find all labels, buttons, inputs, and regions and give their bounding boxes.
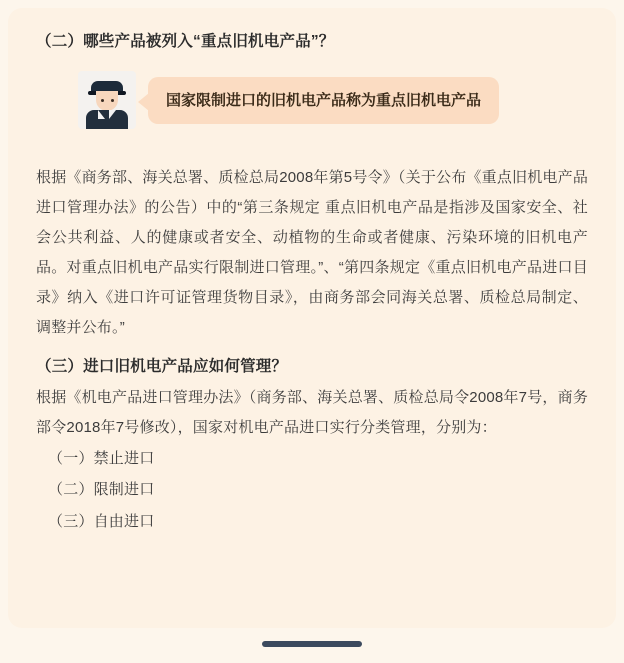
content-card [8,8,616,628]
officer-avatar-icon [78,71,136,129]
question-two-body: 根据《商务部、海关总署、质检总局2008年第5号令》（关于公布《重点旧机电产品进口管理办法》的公告）中的“第三条规定 重点旧机电产品是指涉及国家安全、社会公共利益、人的健康或者安全、动植物的生命或者健康、污染环境的旧机电产品。对重点旧机电产品实行限制进口管理。”、“第四条规定《重点旧机电产品进口目录》纳入《进口许可证管理货物目录》，由商务部会同海关总署、质检总局制定、调整并公布。” [36,169,589,337]
avatar-face-shape [96,91,118,111]
avatar-uniform-shape [86,110,128,129]
speech-bubble [148,77,499,124]
avatar-collar-left-shape [98,110,105,119]
list-item: （一）禁止进口 [48,449,155,467]
list-item: （三）自由进口 [48,512,155,530]
speech-bubble-tail-icon [138,93,149,111]
question-two-heading: （二）哪些产品被列入“重点旧机电产品”？ [36,33,335,50]
home-indicator[interactable] [262,641,362,647]
question-three-heading: （三）进口旧机电产品应如何管理？ [36,358,288,376]
list-item: （二）限制进口 [48,481,155,498]
avatar-bubble-row [78,71,588,129]
avatar-collar-right-shape [109,110,116,119]
question-three-body: 根据《机电产品进口管理办法》（商务部、海关总署、质检总局令2008年7号，商务部令2018年7号修改），国家对机电产品进口实行分类管理，分别为： [36,388,589,436]
speech-bubble-text: 国家限制进口的旧机电产品称为重点旧机电产品 [148,77,499,124]
